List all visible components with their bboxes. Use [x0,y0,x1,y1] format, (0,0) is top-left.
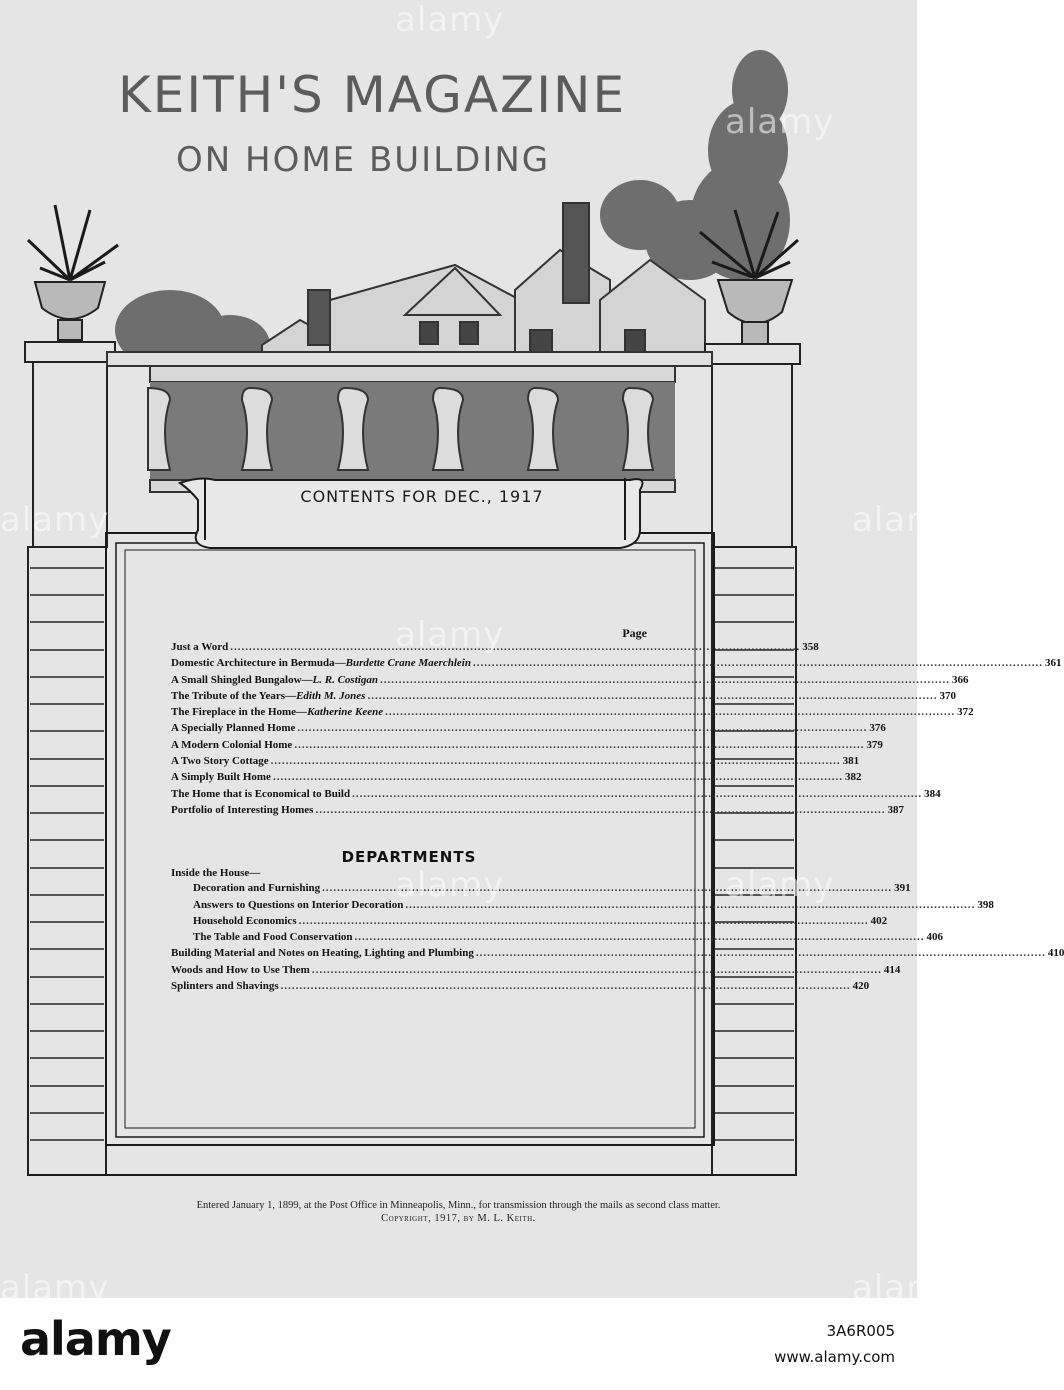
watermark: alamy [395,0,505,40]
watermark: alamy [852,1268,962,1308]
toc-item: Just a Word ..... 358 [171,641,647,657]
toc-item: A Two Story Cottage ..... 381 [171,755,647,771]
department-sub-item: Household Economics ..... 402 [171,915,647,931]
watermark: alamy [395,615,505,655]
toc-item: Domestic Architecture in Bermuda— Burdette Crane Maerchlein ..... 361 [171,657,647,673]
toc-item: The Tribute of the Years— Edith M. Jones ..... 370 [171,690,647,706]
copyright-notice: Copyright, 1917, by M. L. Keith. [381,1213,536,1224]
toc-item: A Small Shingled Bungalow— L. R. Costigan ..... 366 [171,674,647,690]
entry-notice: Entered January 1, 1899, at the Post Office in Minneapolis, Minn., for transmission through the mails as second class matter. [196,1200,721,1211]
toc-item: A Specially Planned Home ..... 376 [171,722,647,738]
stock-url: www.alamy.com [774,1348,895,1366]
contents-banner-title: CONTENTS FOR DEC., 1917 [300,487,544,506]
mailing-notice [20,1199,897,1225]
planter-left-illustration [28,205,118,340]
stock-photo-bar [0,1298,917,1390]
balustrade [107,352,712,492]
toc-item: A Modern Colonial Home ..... 379 [171,739,647,755]
department-sub-item: The Table and Food Conservation ..... 406 [171,931,647,947]
departments-heading: DEPARTMENTS [341,848,477,867]
watermark: alamy [852,500,962,540]
stock-logo: alamy [20,1312,171,1366]
toc-item: A Simply Built Home ..... 382 [171,771,647,787]
watermark: alamy [725,102,835,142]
department-sub-item: Answers to Questions on Interior Decoration ..... 398 [171,899,647,915]
page-column-label: Page [622,626,647,640]
magazine-title: KEITH'S MAGAZINE [118,66,627,124]
stock-image-id: 3A6R005 [826,1322,895,1340]
watermark: alamy [395,865,505,905]
department-sub-item: Decoration and Furnishing ..... 391 [171,882,647,898]
department-item: Woods and How to Use Them ..... 414 [171,964,647,980]
toc-item: The Home that is Economical to Build ..... 384 [171,788,647,804]
department-group-label: Inside the House— [171,867,261,880]
department-item: Building Material and Notes on Heating, Lighting and Plumbing ..... 410 [171,947,647,963]
watermark: alamy [0,500,110,540]
toc-item: Portfolio of Interesting Homes ..... 387 [171,804,647,820]
toc-item: The Fireplace in the Home— Katherine Keene ..... 372 [171,706,647,722]
watermark: alamy [725,865,835,905]
magazine-subtitle: ON HOME BUILDING [176,140,551,180]
watermark: alamy [0,1268,110,1308]
department-item: Splinters and Shavings ..... 420 [171,980,647,996]
